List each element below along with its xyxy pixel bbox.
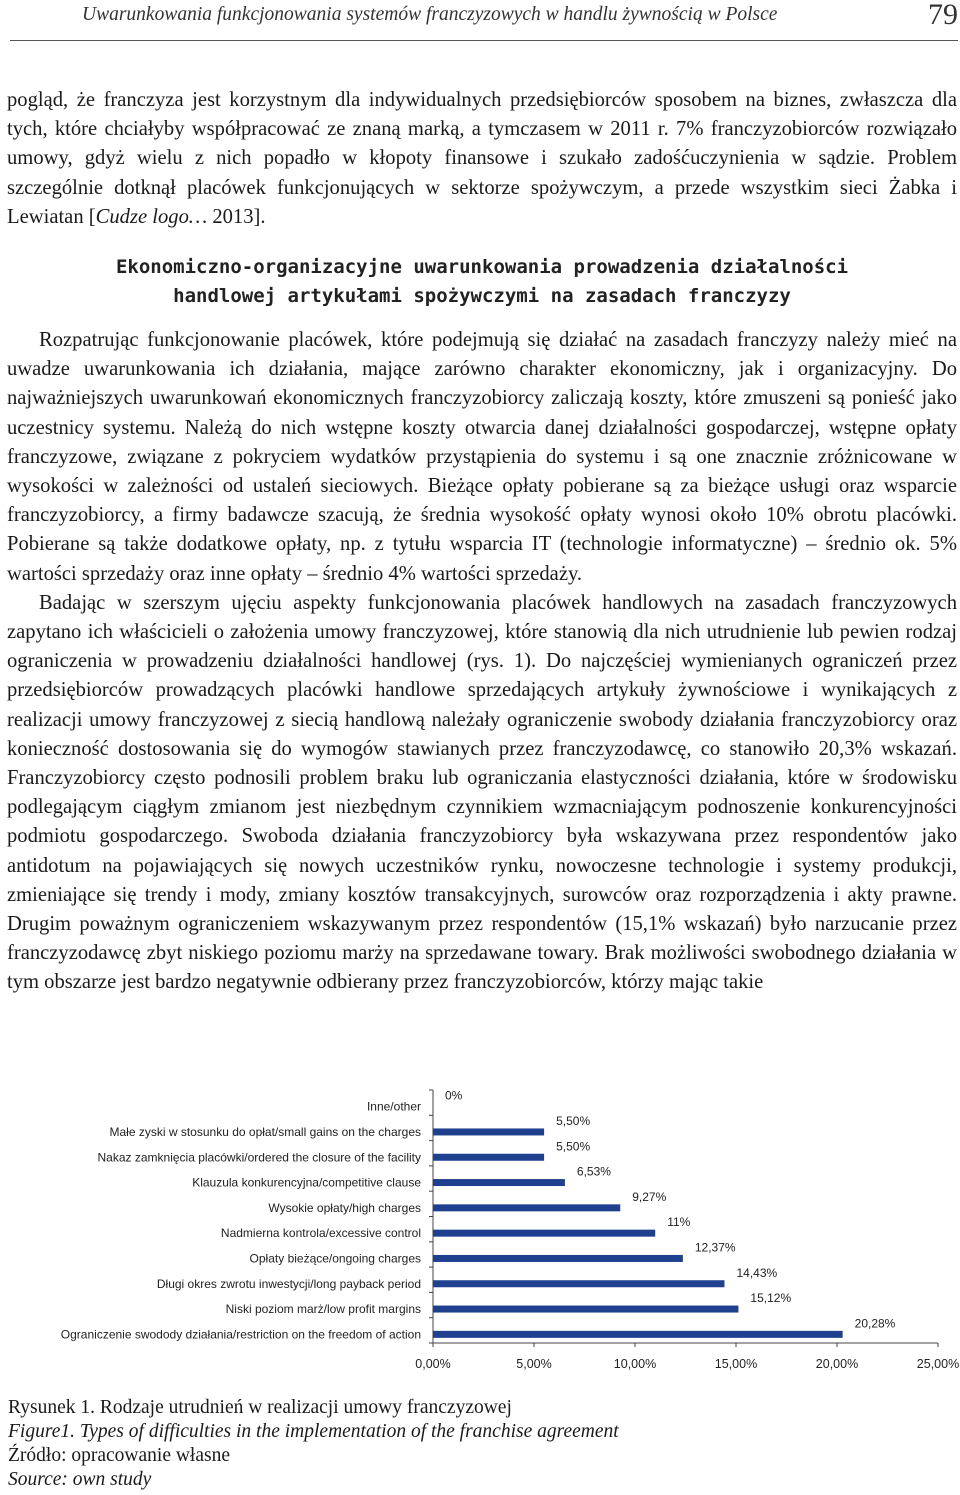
category-label: Długi okres zwrotu inwestycji/long payback period <box>156 1276 421 1291</box>
x-tick-label: 10,00% <box>613 1357 657 1371</box>
category-label: Małe zyski w stosunku do opłat/small gains on the charges <box>109 1124 421 1139</box>
x-tick-label: 5,00% <box>516 1357 552 1371</box>
category-label: Inne/other <box>366 1099 421 1114</box>
section-heading <box>7 253 957 311</box>
value-label: 15,12% <box>750 1291 792 1306</box>
body-text <box>7 326 957 998</box>
paragraph-1: Rozpatrując funkcjonowanie placówek, które podejmują się działać na zasadach franczyzy należy mieć na uwadze uwarunkowania ich działania, mające zarówno charakter ekonomiczny, jak i organizacyjny. Do najważniejszych uwarunkowań ekonomicznych franczyzobiorcy zaliczają koszty, które zmuszeni są ponieść jako uczestnicy systemu. Należą do nich wstępne koszty otwarcia danej działalności gospodarczej, wstępne opłaty franczyzowe, związane z pokryciem wydatków przystąpienia do systemu i są one znacznie zróżnicowane w wysokości w zależności od ustaleń sieciowych. Bieżące opłaty pobierane są za bieżące usługi oraz wsparcie franczyzobiorcy, a firmy badawcze szacują, że średnia wysokość opłaty wynosi około 10% obrotu placówki. Pobierane są także dodatkowe opłaty, np. z tytułu wsparcia IT (technologie informatyczne) – średnio ok. 5% wartości sprzedaży oraz inne opłaty – średnio 4% wartości sprzedaży. <box>7 329 957 585</box>
bar <box>433 1204 620 1211</box>
caption-pl: Rysunek 1. Rodzaje utrudnień w realizacji umowy franczyzowej <box>8 1397 512 1418</box>
bar <box>433 1280 724 1287</box>
section-heading-line1: Ekonomiczno-organizacyjne uwarunkowania prowadzenia działalności <box>115 256 849 278</box>
figure-chart <box>0 1085 960 1385</box>
bar <box>433 1128 544 1135</box>
intro-citation: Cudze logo… <box>95 205 208 228</box>
bar <box>433 1230 655 1237</box>
caption-source-en: Source: own study <box>8 1469 152 1490</box>
category-label: Nadmierna kontrola/excessive control <box>220 1226 421 1241</box>
bar <box>433 1306 738 1313</box>
value-label: 11% <box>667 1215 691 1230</box>
value-label: 20,28% <box>854 1316 896 1331</box>
page-number: 79 <box>928 0 958 31</box>
bar <box>433 1179 565 1186</box>
category-label: Klauzula konkurencyjna/competitive clause <box>192 1175 421 1190</box>
category-label: Opłaty bieżące/ongoing charges <box>249 1251 421 1266</box>
bar <box>433 1331 843 1338</box>
intro-paragraph <box>7 86 957 232</box>
intro-citation-end: 2013]. <box>207 205 266 228</box>
category-label: Wysokie opłaty/high charges <box>268 1200 421 1215</box>
value-label: 5,50% <box>556 1139 591 1154</box>
section-heading-line2: handlowej artykułami spożywczymi na zasadach franczyzy <box>173 285 791 307</box>
value-label: 0% <box>445 1088 463 1103</box>
bar <box>433 1255 683 1262</box>
category-label: Niski poziom marż/low profit margins <box>225 1302 421 1317</box>
category-label: Nakaz zamknięcia placówki/ordered the closure of the facility <box>97 1150 421 1165</box>
x-tick-label: 0,00% <box>415 1357 451 1371</box>
bar-chart <box>0 1085 960 1385</box>
bar <box>433 1154 544 1161</box>
value-label: 5,50% <box>556 1113 591 1128</box>
running-header <box>10 0 958 41</box>
caption-source-pl: Źródło: opracowanie własne <box>8 1445 231 1466</box>
figure-caption <box>8 1396 948 1492</box>
x-tick-label: 20,00% <box>815 1357 859 1371</box>
category-label: Ograniczenie swodody działania/restriction on the freedom of action <box>60 1327 421 1342</box>
intro-text: pogląd, że franczyza jest korzystnym dla indywidualnych przedsiębiorców sposobem na biznes, zwłaszcza dla tych, które chciałyby współpracować ze znaną marką, a tymczasem w 2011 r. 7% franczyzobiorców rozwiązało umowy, gdyż wielu z nich popadło w kłopoty finansowe i szukało zadośćuczynienia w sądzie. Problem szczególnie dotknął placówek funkcjonujących w sektorze spożywczym, a przede wszystkim sieci Żabka i Lewiatan [ <box>7 89 957 228</box>
x-tick-label: 25,00% <box>916 1357 960 1371</box>
running-title: Uwarunkowania funkcjonowania systemów franczyzowych w handlu żywnością w Polsce <box>82 4 778 25</box>
paragraph-2: Badając w szerszym ujęciu aspekty funkcjonowania placówek handlowych na zasadach franczyzowych zapytano ich właścicieli o założenia umowy franczyzowej, które stanowią dla nich utrudnienie lub pewien rodzaj ograniczenia w prowadzeniu działalności handlowej (rys. 1). Do najczęściej wymienianych ograniczeń przez przedsiębiorców prowadzących placówki handlowe sprzedających artykuły żywnościowe i wynikających z realizacji umowy franczyzowej z siecią handlową należały ograniczenie swobody działania franczyzobiorcy oraz konieczność dostosowania się do wymogów stawianych przez franczyzodawcę, co stanowiło 20,3% wskazań. Franczyzobiorcy często podnosili problem braku lub ograniczania elastyczności działania, które w środowisku podlegającym ciągłym zmianom jest niezbędnym czynnikiem wzmacniającym podnoszenie konkurencyjności podmiotu gospodarczego. Swoboda działania franczyzobiorcy była wskazywana przez respondentów jako antidotum na pojawiających się nowych uczestników rynku, nowoczesne technologie i systemy produkcji, zmieniające się trendy i mody, zmiany kosztów transakcyjnych, surowców oraz rozporządzenia i akty prawne. Drugim poważnym ograniczeniem wskazywanym przez respondentów (15,1% wskazań) było narzucanie przez franczyzodawcę zbyt niskiego poziomu marży na sprzedawane towary. Brak możliwości swobodnego działania w tym obszarze jest bardzo negatywnie odbierany przez franczyzobiorców, którzy mając takie <box>7 591 957 994</box>
caption-en: Figure1. Types of difficulties in the implementation of the franchise agreement <box>8 1421 619 1442</box>
value-label: 6,53% <box>576 1164 611 1179</box>
value-label: 14,43% <box>736 1265 778 1280</box>
x-tick-label: 15,00% <box>714 1357 758 1371</box>
value-label: 9,27% <box>632 1189 667 1204</box>
value-label: 12,37% <box>694 1240 736 1255</box>
